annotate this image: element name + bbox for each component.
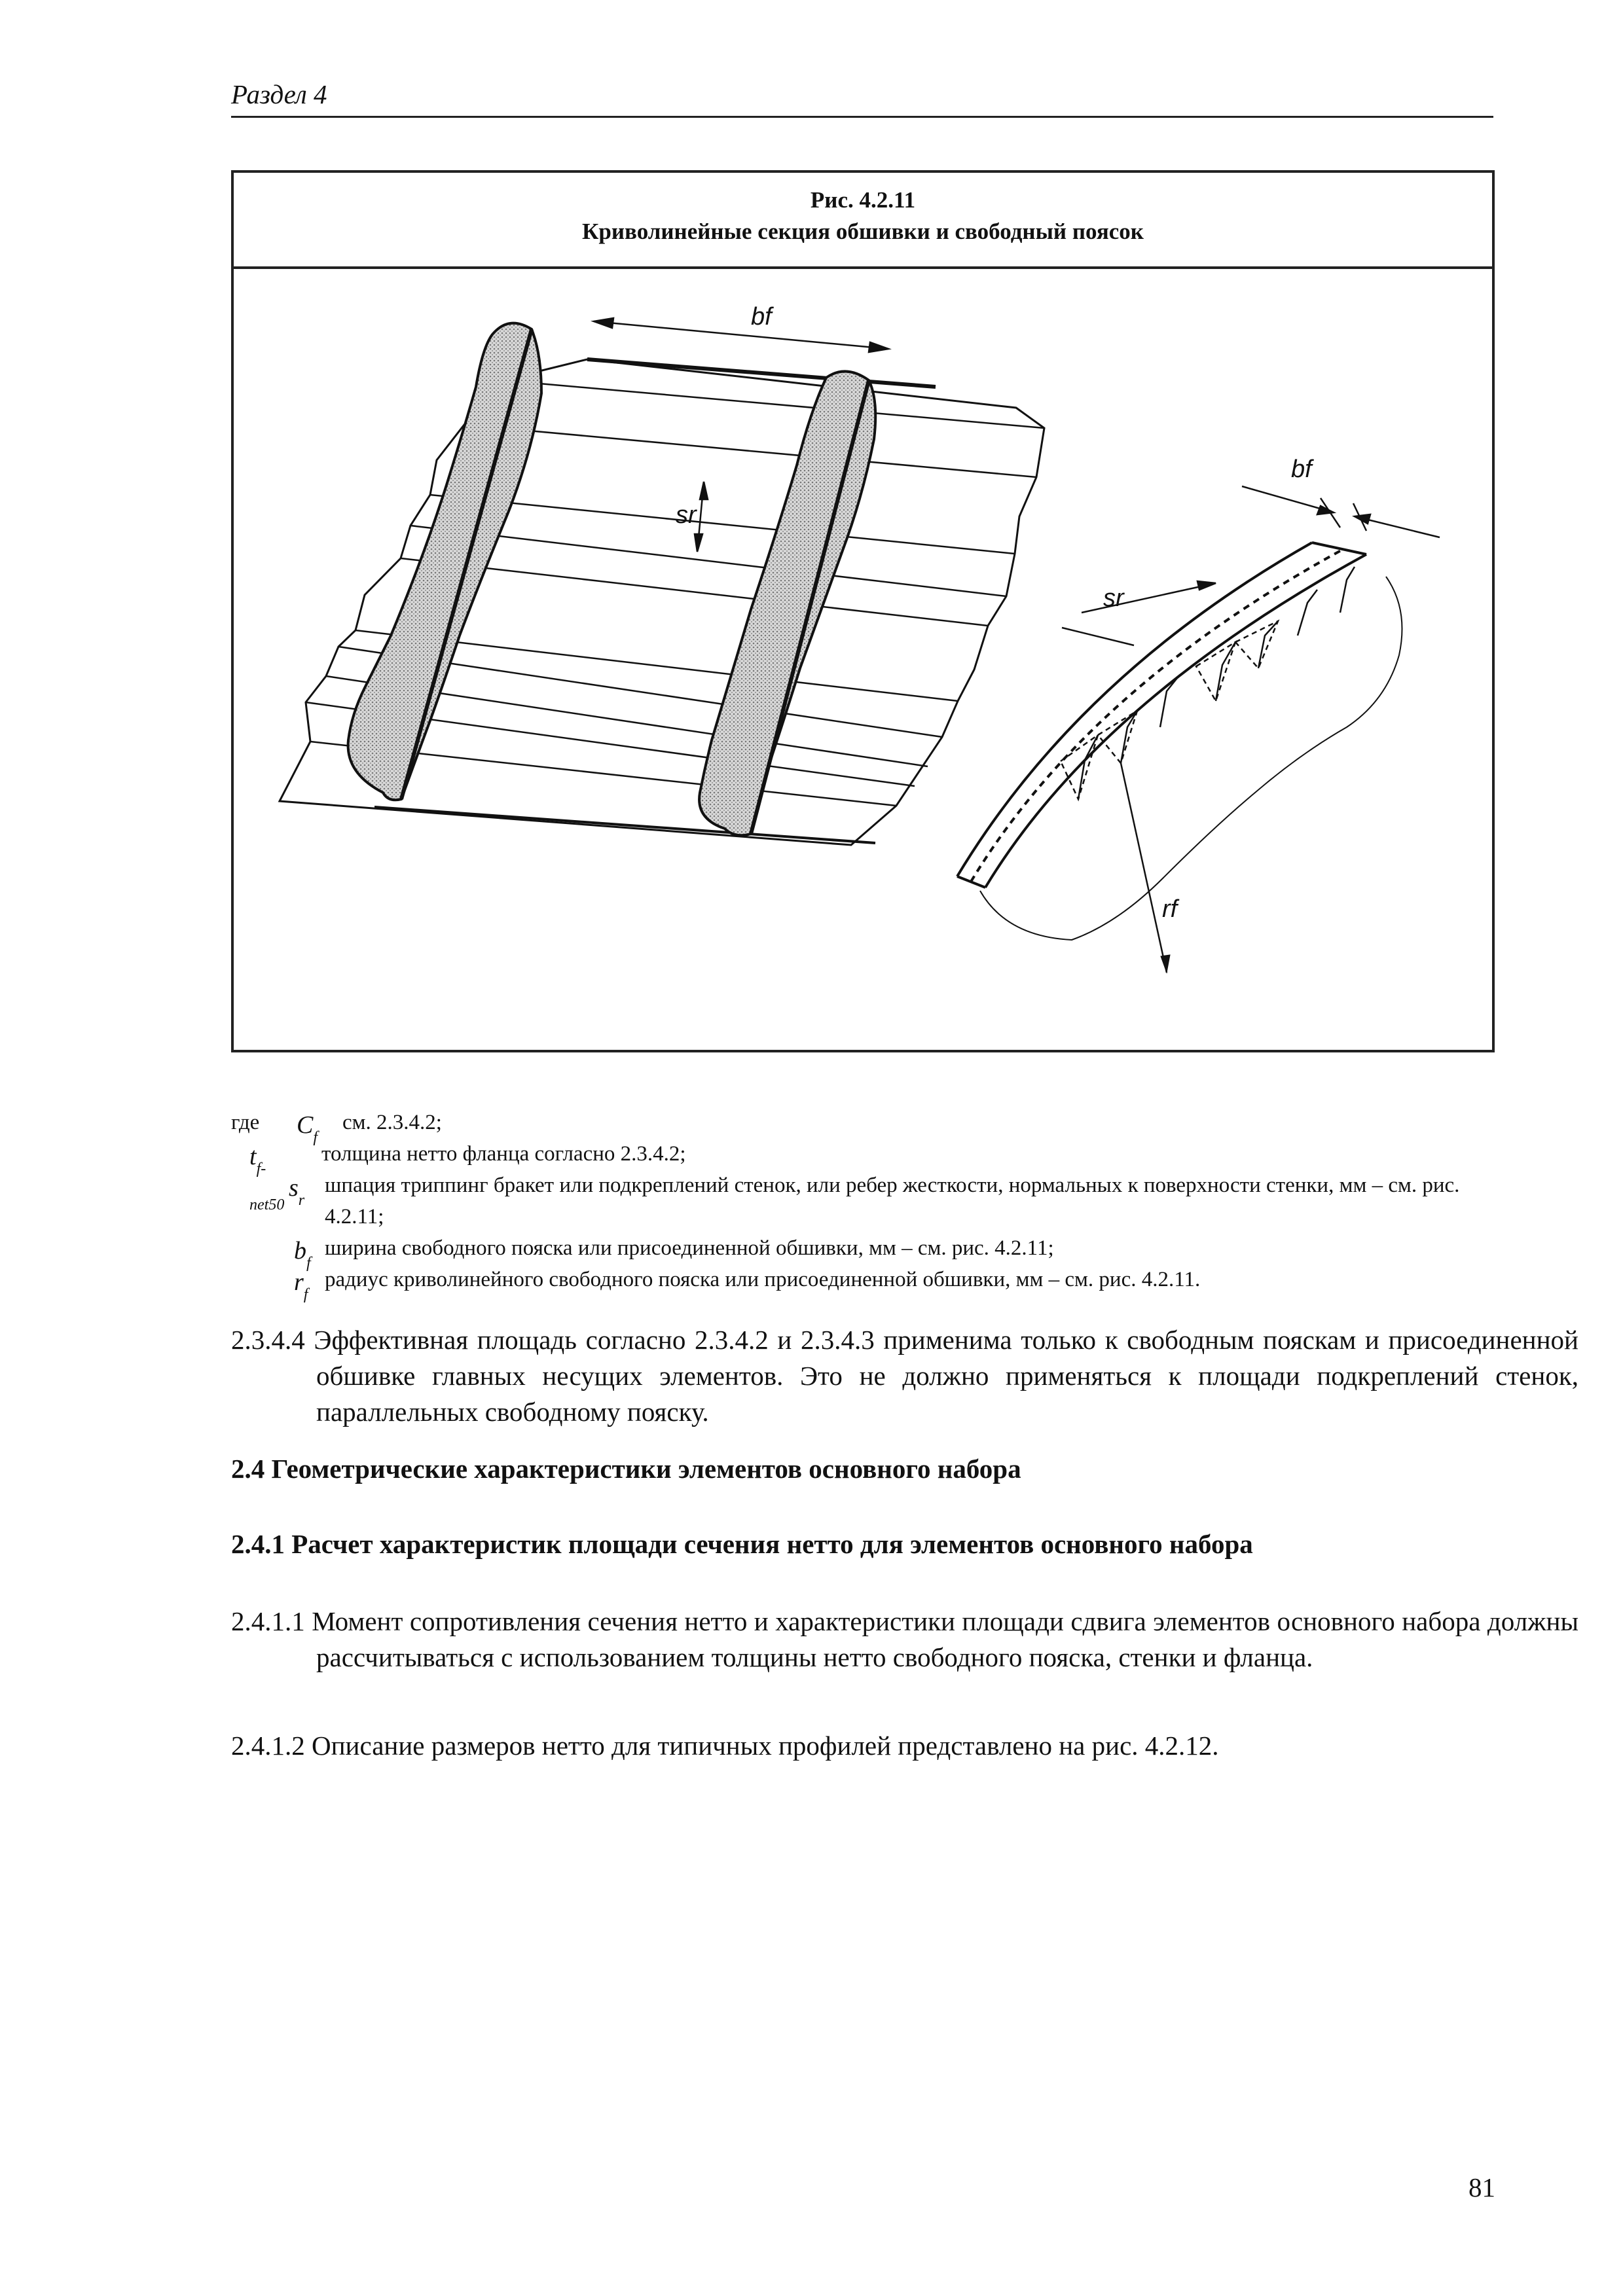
bf-dimension-left (594, 318, 888, 352)
paragraph-2-4-1-1: 2.4.1.1 Момент сопротивления сечения нетто и характеристики площади сдвига элементов основного набора должны рассчитываться с использованием толщины нетто свободного пояска, стенки и фланца. (231, 1606, 1578, 1672)
heading-2-4: 2.4 Геометрические характеристики элементов основного набора (231, 1454, 1021, 1484)
curved-plating-drawing (234, 269, 1492, 1048)
heading-2-4-1: 2.4.1 Расчет характеристик площади сечения нетто для элементов основного набора (231, 1529, 1253, 1559)
label-rf: rf (1162, 895, 1178, 923)
legend-text: радиус криволинейного свободного пояска или присоединенной обшивки, мм – см. рис. 4.2.11. (325, 1268, 1201, 1291)
figure-frame (231, 170, 1495, 1052)
figure-number: Рис. 4.2.11 (810, 187, 916, 213)
label-sr-left: sr (676, 501, 697, 529)
label-bf-left: bf (751, 303, 772, 331)
paragraph-2-3-4-4: 2.3.4.4 Эффективная площадь согласно 2.3.4.2 и 2.3.4.3 применима только к свободным пояскам и присоединенной обшивке главных несущих элементов. Это не должно применяться к площади подкреплений стенок, параллельных свободному пояску. (231, 1325, 1578, 1427)
section-header: Раздел 4 (231, 79, 327, 109)
page-number: 81 (1468, 2172, 1495, 2202)
label-sr-right: sr (1103, 584, 1124, 612)
paragraph-2-4-1-2: 2.4.1.2 Описание размеров нетто для типичных профилей представлено на рис. 4.2.12. (231, 1731, 1219, 1761)
legend-symbol: $s_r$ (289, 1174, 305, 1209)
legend-text: шпация триппинг бракет или подкреплений стенок, или ребер жесткости, нормальных к поверхности стенки, мм – см. рис. 4.2.11; (325, 1174, 1460, 1229)
curved-flange (957, 543, 1402, 973)
legend-text: ширина свободного пояска или присоединенной обшивки, мм – см. рис. 4.2.11; (325, 1236, 1054, 1260)
legend-symbol: $C_f$ (297, 1111, 318, 1146)
legend-where: где (231, 1111, 260, 1134)
legend-symbol: $r_f$ (294, 1268, 308, 1303)
figure-caption (234, 173, 1492, 269)
header-rule (231, 116, 1493, 118)
legend-symbol: $b_f$ (294, 1237, 311, 1272)
legend-symbol: $t_{f-net50}$ (249, 1143, 285, 1214)
bf-dimension-right (1242, 486, 1440, 537)
label-bf-right: bf (1291, 456, 1312, 483)
sr-dimension-right (1062, 581, 1216, 645)
figure-title: Криволинейные секция обшивки и свободный поясок (582, 219, 1144, 244)
legend-text: толщина нетто фланца согласно 2.3.4.2; (321, 1142, 686, 1166)
legend-text: см. 2.3.4.2; (342, 1111, 442, 1134)
